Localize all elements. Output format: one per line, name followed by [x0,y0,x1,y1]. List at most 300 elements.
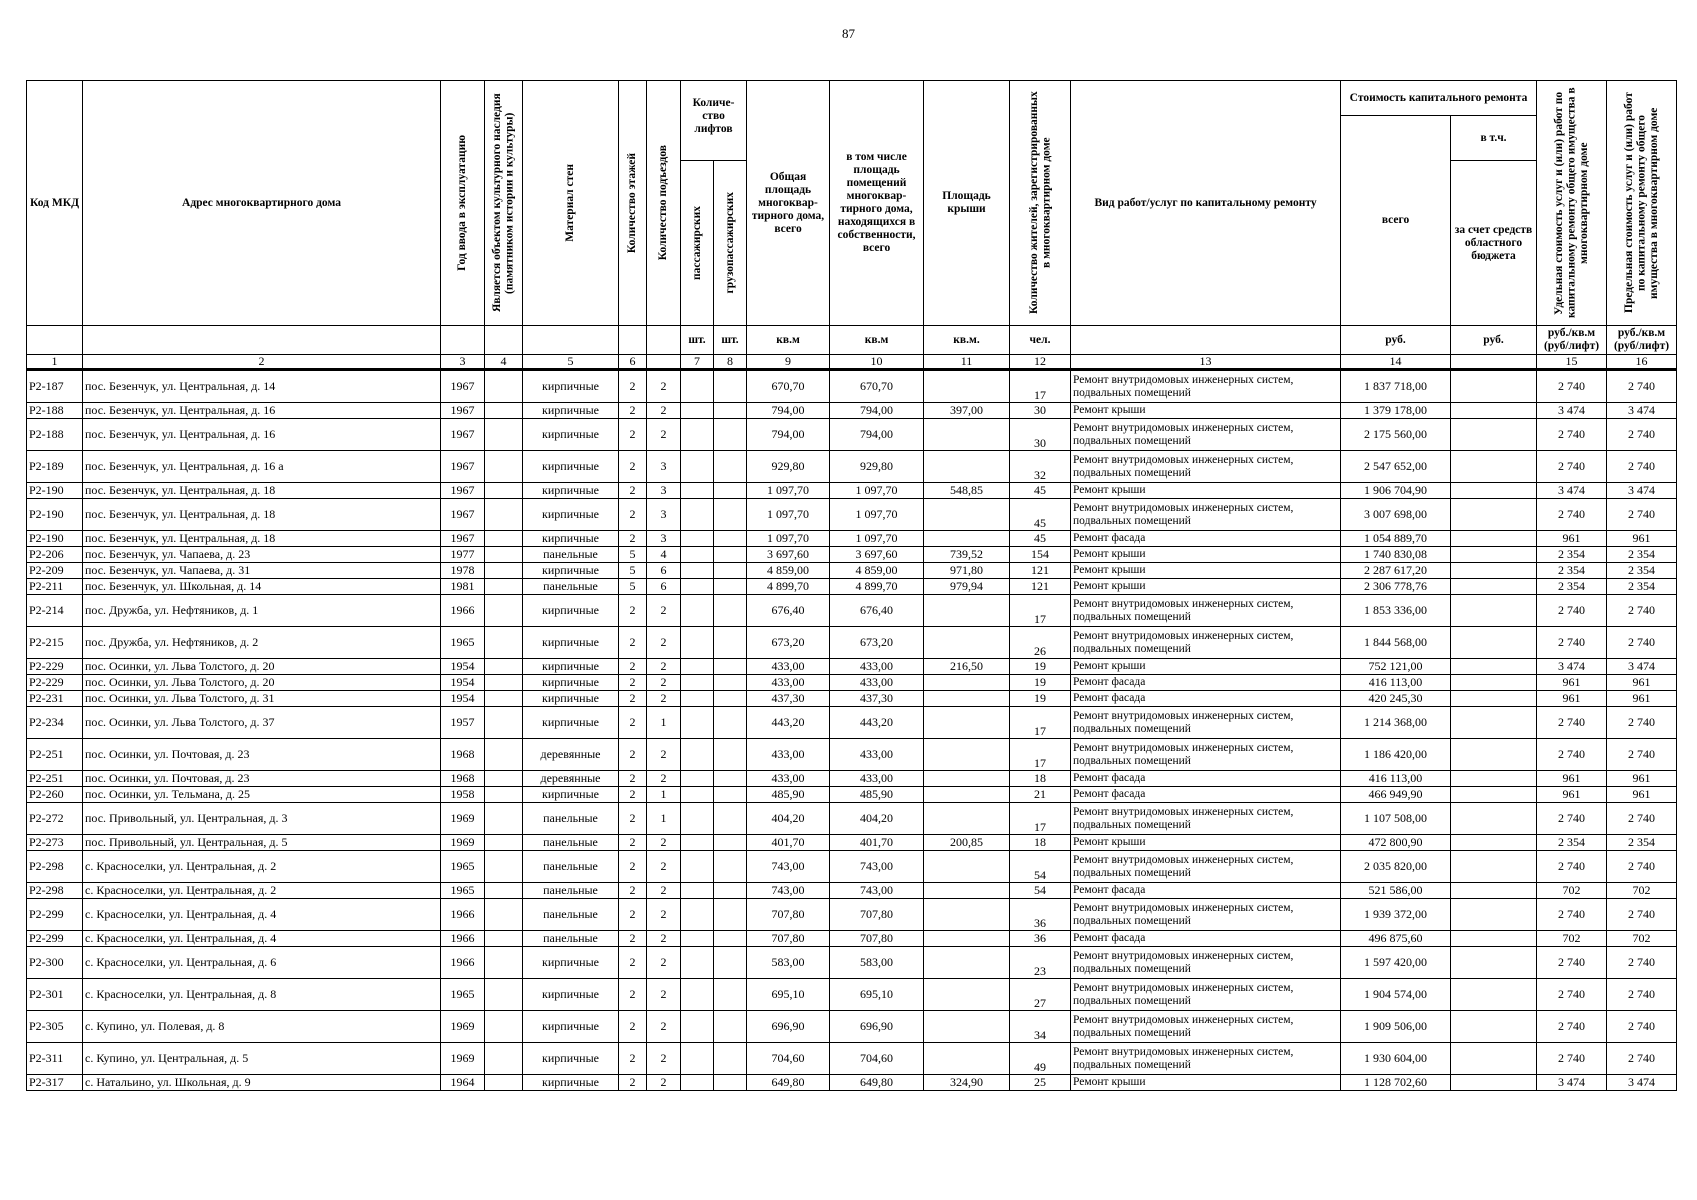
cell-lifts-passenger [681,803,714,835]
cell-work-type: Ремонт крыши [1071,579,1341,595]
cell-heritage [485,1011,523,1043]
cell-lifts-cargo [714,851,747,883]
cell-max-cost: 961 [1607,691,1677,707]
cell-lifts-passenger [681,451,714,483]
cell-address: с. Красноселки, ул. Центральная, д. 2 [83,883,441,899]
cell-address: пос. Безенчук, ул. Центральная, д. 16 [83,403,441,419]
cell-roof-area [924,691,1010,707]
cell-heritage [485,707,523,739]
cell-cost-total: 752 121,00 [1341,659,1451,675]
cell-unit-cost: 2 354 [1537,835,1607,851]
cell-cost-total: 2 287 617,20 [1341,563,1451,579]
cell-residents: 17 [1010,803,1071,835]
cell-owned-area: 485,90 [830,787,924,803]
cell-roof-area: 979,94 [924,579,1010,595]
cell-floors: 2 [619,899,647,931]
cell-address: пос. Безенчук, ул. Центральная, д. 18 [83,483,441,499]
cell-lifts-passenger [681,835,714,851]
cell-heritage [485,899,523,931]
cell-owned-area: 673,20 [830,627,924,659]
cell-floors: 2 [619,803,647,835]
cell-lifts-cargo [714,787,747,803]
cell-work-type: Ремонт крыши [1071,563,1341,579]
cell-work-type: Ремонт внутридомовых инженерных систем, подвальных помещений [1071,595,1341,627]
cell-max-cost: 2 740 [1607,1043,1677,1075]
cell-code: Р2-299 [27,931,83,947]
cell-floors: 2 [619,1043,647,1075]
cell-residents: 45 [1010,531,1071,547]
cell-cost-regional [1451,1011,1537,1043]
cell-max-cost: 2 740 [1607,499,1677,531]
cell-year: 1965 [441,627,485,659]
cell-lifts-passenger [681,1011,714,1043]
cell-code: Р2-229 [27,659,83,675]
cell-total-area: 1 097,70 [747,483,830,499]
cell-lifts-cargo [714,563,747,579]
cell-address: пос. Осинки, ул. Почтовая, д. 23 [83,739,441,771]
cell-code: Р2-189 [27,451,83,483]
cell-code: Р2-251 [27,771,83,787]
table-row [27,419,1677,451]
cell-entrances: 2 [647,899,681,931]
cell-code: Р2-234 [27,707,83,739]
cell-residents: 30 [1010,419,1071,451]
cell-total-area: 433,00 [747,659,830,675]
cell-residents: 19 [1010,659,1071,675]
cell-total-area: 707,80 [747,931,830,947]
cell-floors: 2 [619,595,647,627]
cell-cost-regional [1451,899,1537,931]
cell-floors: 2 [619,851,647,883]
table-row [27,707,1677,739]
cell-cost-regional [1451,835,1537,851]
cell-material: панельные [523,547,619,563]
table-row [27,787,1677,803]
cell-lifts-passenger [681,370,714,403]
cell-residents: 17 [1010,370,1071,403]
cell-roof-area [924,1011,1010,1043]
cell-entrances: 6 [647,563,681,579]
table-row [27,979,1677,1011]
cell-unit-cost: 961 [1537,771,1607,787]
cell-total-area: 1 097,70 [747,531,830,547]
cell-unit-cost: 961 [1537,531,1607,547]
cell-material: кирпичные [523,403,619,419]
unit-pcs: шт. [681,326,714,355]
cell-owned-area: 696,90 [830,1011,924,1043]
cell-work-type: Ремонт крыши [1071,835,1341,851]
cell-year: 1965 [441,851,485,883]
col-owned-area-header: в том числе площадь помещений многоквар-тирного дома, находящихся в собственности, всего [830,81,924,326]
cell-cost-total: 1 214 368,00 [1341,707,1451,739]
cell-total-area: 704,60 [747,1043,830,1075]
cell-residents: 30 [1010,403,1071,419]
col-cost-incl-header: в т.ч. [1451,116,1537,161]
cell-year: 1954 [441,691,485,707]
cell-year: 1981 [441,579,485,595]
cell-lifts-passenger [681,403,714,419]
cell-residents: 23 [1010,947,1071,979]
table-row [27,451,1677,483]
cell-total-area: 404,20 [747,803,830,835]
column-number: 12 [1010,355,1071,370]
cell-max-cost: 2 740 [1607,451,1677,483]
cell-code: Р2-190 [27,499,83,531]
cell-unit-cost: 2 354 [1537,579,1607,595]
table-row [27,947,1677,979]
cell-owned-area: 433,00 [830,675,924,691]
cell-address: с. Красноселки, ул. Центральная, д. 4 [83,931,441,947]
cell-total-area: 3 697,60 [747,547,830,563]
cell-cost-total: 1 939 372,00 [1341,899,1451,931]
cell-unit-cost: 2 740 [1537,499,1607,531]
cell-cost-total: 1 597 420,00 [1341,947,1451,979]
cell-residents: 34 [1010,1011,1071,1043]
unit-rub-per-sqm: руб./кв.м (руб/лифт) [1607,326,1677,355]
cell-cost-regional [1451,883,1537,899]
cell-address: пос. Дружба, ул. Нефтяников, д. 1 [83,595,441,627]
cell-cost-regional [1451,979,1537,1011]
cell-year: 1966 [441,931,485,947]
column-number: 1 [27,355,83,370]
cell-year: 1969 [441,1043,485,1075]
cell-floors: 2 [619,451,647,483]
cell-lifts-cargo [714,419,747,451]
cell-unit-cost: 961 [1537,675,1607,691]
cell-residents: 19 [1010,691,1071,707]
cell-cost-total: 466 949,90 [1341,787,1451,803]
cell-material: кирпичные [523,595,619,627]
cell-lifts-passenger [681,1043,714,1075]
cell-cost-total: 1 740 830,08 [1341,547,1451,563]
cell-cost-regional [1451,947,1537,979]
cell-unit-cost: 2 740 [1537,803,1607,835]
cell-residents: 36 [1010,931,1071,947]
cell-cost-regional [1451,419,1537,451]
cell-total-area: 794,00 [747,419,830,451]
table-row [27,370,1677,403]
column-number [647,355,681,370]
cell-max-cost: 2 354 [1607,579,1677,595]
cell-entrances: 3 [647,531,681,547]
table-row [27,659,1677,675]
cell-max-cost: 3 474 [1607,1075,1677,1091]
cell-entrances: 2 [647,1011,681,1043]
table-row [27,499,1677,531]
cell-lifts-passenger [681,787,714,803]
cell-code: Р2-206 [27,547,83,563]
cell-owned-area: 437,30 [830,691,924,707]
cell-address: пос. Безенчук, ул. Центральная, д. 18 [83,531,441,547]
col-residents-header: Количество жителей, зарегистрированных в многоквартирном доме [1010,81,1071,326]
col-roof-area-header: Площадь крыши [924,81,1010,326]
cell-residents: 17 [1010,739,1071,771]
cell-cost-total: 521 586,00 [1341,883,1451,899]
cell-address: с. Натальино, ул. Школьная, д. 9 [83,1075,441,1091]
cell-owned-area: 649,80 [830,1075,924,1091]
cell-max-cost: 2 740 [1607,979,1677,1011]
cell-address: пос. Осинки, ул. Почтовая, д. 23 [83,771,441,787]
cell-lifts-cargo [714,899,747,931]
cell-address: пос. Безенчук, ул. Центральная, д. 16 [83,419,441,451]
cell-unit-cost: 2 740 [1537,595,1607,627]
cell-work-type: Ремонт внутридомовых инженерных систем, подвальных помещений [1071,419,1341,451]
col-work-type-header: Вид работ/услуг по капитальному ремонту [1071,81,1341,326]
cell-cost-total: 416 113,00 [1341,675,1451,691]
cell-code: Р2-298 [27,851,83,883]
cell-residents: 54 [1010,883,1071,899]
cell-year: 1978 [441,563,485,579]
cell-lifts-cargo [714,1043,747,1075]
cell-address: пос. Осинки, ул. Льва Толстого, д. 37 [83,707,441,739]
cell-max-cost: 2 740 [1607,419,1677,451]
cell-material: кирпичные [523,947,619,979]
cell-entrances: 2 [647,931,681,947]
cell-roof-area: 200,85 [924,835,1010,851]
table-row [27,835,1677,851]
cell-floors: 2 [619,931,647,947]
cell-cost-regional [1451,787,1537,803]
cell-max-cost: 2 740 [1607,707,1677,739]
cell-cost-total: 2 175 560,00 [1341,419,1451,451]
unit-rub: руб. [1451,326,1537,355]
cell-roof-area: 324,90 [924,1075,1010,1091]
cell-unit-cost: 2 740 [1537,899,1607,931]
cell-floors: 2 [619,1011,647,1043]
cell-unit-cost: 2 740 [1537,739,1607,771]
cell-owned-area: 583,00 [830,947,924,979]
cell-code: Р2-273 [27,835,83,851]
cell-year: 1965 [441,979,485,1011]
cell-entrances: 2 [647,627,681,659]
cell-year: 1969 [441,835,485,851]
cell-lifts-passenger [681,771,714,787]
cell-residents: 18 [1010,771,1071,787]
cell-max-cost: 2 354 [1607,547,1677,563]
cell-lifts-passenger [681,659,714,675]
column-number: 15 [1537,355,1607,370]
cell-residents: 45 [1010,483,1071,499]
cell-code: Р2-301 [27,979,83,1011]
unit-people: чел. [1010,326,1071,355]
cell-code: Р2-231 [27,691,83,707]
cell-work-type: Ремонт фасада [1071,771,1341,787]
cell-cost-regional [1451,499,1537,531]
cell-year: 1967 [441,499,485,531]
cell-roof-area [924,675,1010,691]
column-number: 5 [523,355,619,370]
table-row [27,563,1677,579]
cell-work-type: Ремонт внутридомовых инженерных систем, подвальных помещений [1071,707,1341,739]
cell-entrances: 2 [647,595,681,627]
cell-unit-cost: 961 [1537,691,1607,707]
col-unit-cost-header: Удельная стоимость услуг и (или) работ по капитальному ремонту общего имущества в многоквартирном доме [1537,81,1607,326]
cell-owned-area: 443,20 [830,707,924,739]
cell-work-type: Ремонт внутридомовых инженерных систем, подвальных помещений [1071,451,1341,483]
cell-lifts-cargo [714,707,747,739]
table-row [27,547,1677,563]
cell-code: Р2-311 [27,1043,83,1075]
cell-max-cost: 961 [1607,675,1677,691]
cell-lifts-passenger [681,499,714,531]
cell-lifts-passenger [681,595,714,627]
cell-roof-area [924,531,1010,547]
cell-cost-total: 1 904 574,00 [1341,979,1451,1011]
cell-material: кирпичные [523,531,619,547]
cell-year: 1967 [441,483,485,499]
table-row [27,803,1677,835]
col-code-header: Код МКД [27,81,83,326]
cell-floors: 2 [619,675,647,691]
cell-residents: 27 [1010,979,1071,1011]
cell-owned-area: 4 859,00 [830,563,924,579]
cell-code: Р2-251 [27,739,83,771]
cell-year: 1967 [441,531,485,547]
cell-cost-total: 1 054 889,70 [1341,531,1451,547]
cell-cost-total: 1 107 508,00 [1341,803,1451,835]
cell-max-cost: 961 [1607,787,1677,803]
cell-address: с. Красноселки, ул. Центральная, д. 2 [83,851,441,883]
column-number: 16 [1607,355,1677,370]
cell-max-cost: 2 740 [1607,947,1677,979]
cell-cost-total: 2 306 778,76 [1341,579,1451,595]
cell-unit-cost: 3 474 [1537,403,1607,419]
cell-unit-cost: 702 [1537,883,1607,899]
cell-material: кирпичные [523,787,619,803]
cell-year: 1967 [441,370,485,403]
cell-address: пос. Безенчук, ул. Школьная, д. 14 [83,579,441,595]
page-number: 87 [842,26,855,41]
table-row [27,1011,1677,1043]
cell-address: пос. Привольный, ул. Центральная, д. 5 [83,835,441,851]
col-floors-header: Количество этажей [619,81,647,326]
cell-max-cost: 702 [1607,883,1677,899]
cell-cost-regional [1451,1043,1537,1075]
cell-total-area: 743,00 [747,851,830,883]
cell-cost-total: 1 379 178,00 [1341,403,1451,419]
cell-year: 1954 [441,659,485,675]
cell-cost-total: 472 800,90 [1341,835,1451,851]
cell-roof-area [924,627,1010,659]
unit-sqm: кв.м [747,326,830,355]
cell-material: кирпичные [523,499,619,531]
cell-total-area: 433,00 [747,739,830,771]
cell-max-cost: 2 354 [1607,563,1677,579]
cell-max-cost: 702 [1607,931,1677,947]
table-row [27,771,1677,787]
cell-floors: 2 [619,835,647,851]
cell-code: Р2-317 [27,1075,83,1091]
table-row [27,483,1677,499]
cell-address: с. Красноселки, ул. Центральная, д. 8 [83,979,441,1011]
cell-material: панельные [523,899,619,931]
cell-roof-area: 548,85 [924,483,1010,499]
cell-address: пос. Безенчук, ул. Центральная, д. 14 [83,370,441,403]
column-number: 6 [619,355,647,370]
col-total-area-header: Общая площадь многоквар-тирного дома, всего [747,81,830,326]
cell-material: кирпичные [523,563,619,579]
cell-total-area: 401,70 [747,835,830,851]
cell-entrances: 2 [647,883,681,899]
cell-owned-area: 707,80 [830,931,924,947]
cell-owned-area: 433,00 [830,771,924,787]
cell-year: 1967 [441,451,485,483]
cell-floors: 5 [619,563,647,579]
column-number [1451,355,1537,370]
cell-material: кирпичные [523,707,619,739]
cell-max-cost: 2 740 [1607,595,1677,627]
cell-work-type: Ремонт фасада [1071,787,1341,803]
col-lifts-header: Количе-ство лифтов [681,81,747,161]
cell-heritage [485,627,523,659]
cell-cost-regional [1451,370,1537,403]
cell-cost-total: 1 909 506,00 [1341,1011,1451,1043]
cell-roof-area [924,947,1010,979]
cell-floors: 2 [619,707,647,739]
cell-entrances: 4 [647,547,681,563]
cell-heritage [485,771,523,787]
cell-heritage [485,803,523,835]
cell-material: кирпичные [523,627,619,659]
cell-code: Р2-188 [27,403,83,419]
cell-address: пос. Безенчук, ул. Чапаева, д. 31 [83,563,441,579]
cell-max-cost: 961 [1607,771,1677,787]
cell-year: 1964 [441,1075,485,1091]
cell-material: кирпичные [523,1043,619,1075]
cell-lifts-cargo [714,675,747,691]
cell-code: Р2-211 [27,579,83,595]
cell-unit-cost: 2 740 [1537,370,1607,403]
cell-roof-area: 216,50 [924,659,1010,675]
cell-heritage [485,1043,523,1075]
cell-owned-area: 1 097,70 [830,483,924,499]
cell-lifts-cargo [714,803,747,835]
cell-address: пос. Безенчук, ул. Центральная, д. 18 [83,499,441,531]
cell-roof-area: 971,80 [924,563,1010,579]
cell-entrances: 3 [647,483,681,499]
col-heritage-header: Является объектом культурного наследия (памятником истории и культуры) [485,81,523,326]
col-cost-regional-header: за счет средств областного бюджета [1451,161,1537,326]
cell-entrances: 3 [647,499,681,531]
cell-lifts-cargo [714,627,747,659]
cell-floors: 2 [619,883,647,899]
cell-entrances: 2 [647,771,681,787]
cell-entrances: 2 [647,419,681,451]
cell-code: Р2-214 [27,595,83,627]
cell-heritage [485,947,523,979]
cell-cost-regional [1451,531,1537,547]
column-number: 9 [747,355,830,370]
cell-work-type: Ремонт крыши [1071,483,1341,499]
cell-lifts-cargo [714,451,747,483]
cell-floors: 2 [619,419,647,451]
cell-unit-cost: 3 474 [1537,1075,1607,1091]
table-row [27,851,1677,883]
cell-unit-cost: 2 354 [1537,547,1607,563]
cell-code: Р2-229 [27,675,83,691]
cell-lifts-cargo [714,1011,747,1043]
cell-roof-area [924,370,1010,403]
cell-owned-area: 1 097,70 [830,531,924,547]
cell-year: 1966 [441,595,485,627]
cell-unit-cost: 2 740 [1537,851,1607,883]
cell-lifts-cargo [714,931,747,947]
column-number: 11 [924,355,1010,370]
column-number: 8 [714,355,747,370]
cell-roof-area [924,419,1010,451]
unit-rub-per-sqm: руб./кв.м (руб/лифт) [1537,326,1607,355]
cell-lifts-passenger [681,851,714,883]
